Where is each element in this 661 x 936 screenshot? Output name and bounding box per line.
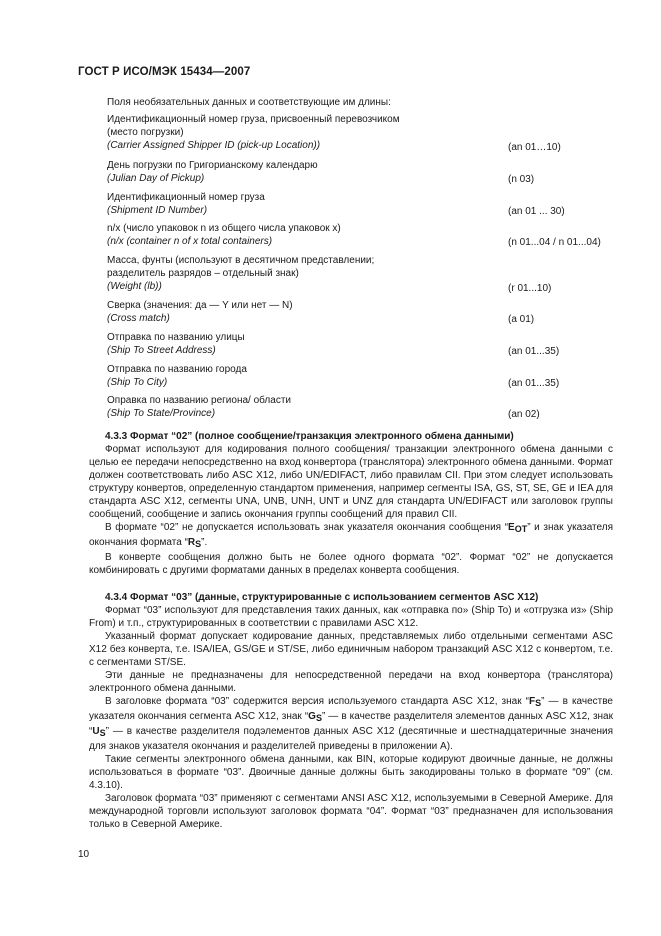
section-heading: 4.3.4 Формат “03” (данные, структурированные с использованием сегментов ASC X12) bbox=[105, 592, 539, 603]
field-item bbox=[107, 363, 247, 389]
paragraph: Такие сегменты электронного обмена данными, как BIN, которые кодируют двоичные данные, не должны использоваться в формате “03”. Двоичные данные должны быть закодированы только в формате “09” (см. 4.3.10). bbox=[89, 754, 613, 791]
field-label: разделитель разрядов – отдельный знак) bbox=[107, 268, 299, 279]
field-english-label: (Julian Day of Pickup) bbox=[107, 173, 205, 184]
field-label: Отправка по названию улицы bbox=[107, 332, 245, 343]
glyph-subscript: S bbox=[195, 539, 202, 549]
field-label: Оправка по названию региона/ области bbox=[107, 395, 291, 406]
glyph-subscript: OT bbox=[514, 524, 528, 534]
field-item bbox=[107, 254, 374, 293]
text-fragment: ” — в качестве разделителя элементов данных ASC X12, знак “ bbox=[89, 711, 613, 737]
text-fragment: В формате “02” не допускается использовать знак указателя окончания сообщения “ bbox=[105, 522, 509, 533]
field-length: (an 02) bbox=[508, 409, 540, 420]
field-length: (n 03) bbox=[508, 174, 535, 185]
field-length: (an 01...35) bbox=[508, 378, 560, 389]
field-length: (an 01…10) bbox=[508, 142, 561, 153]
us-glyph bbox=[92, 726, 105, 737]
eot-glyph bbox=[508, 522, 527, 533]
intro-line: Поля необязательных данных и соответствующие им длины: bbox=[107, 97, 391, 108]
field-item bbox=[107, 191, 265, 217]
field-item bbox=[107, 222, 341, 248]
text-fragment: ” и знак указателя окончания формата “ bbox=[89, 522, 613, 548]
glyph-subscript: S bbox=[315, 713, 322, 723]
glyph-letter: R bbox=[187, 537, 196, 548]
text-fragment: ” — в качестве указателя окончания сегмента ASC X12, знак “ bbox=[89, 696, 613, 722]
glyph-subscript: S bbox=[535, 698, 542, 708]
field-english-label: (Ship To Street Address) bbox=[107, 345, 216, 356]
field-length: (n 01...04 / n 01...04) bbox=[508, 237, 601, 248]
text-fragment: В заголовке формата “03” содержится версия используемого стандарта ASC X12, знак “ bbox=[105, 696, 529, 707]
fs-glyph bbox=[529, 696, 541, 707]
glyph-subscript: S bbox=[99, 728, 106, 738]
field-english-label: (n/x (container n of x total containers) bbox=[107, 236, 273, 247]
paragraph: Заголовок формата “03” применяют с сегментами ANSI ASC X12, используемыми в Северной Америке. Для международной торговли используют заголовок формата “04”. Формат “03” предназначен для использования только в Северной Америке. bbox=[89, 793, 613, 830]
page-number: 10 bbox=[78, 849, 90, 860]
field-label: n/x (число упаковок n из общего числа упаковок x) bbox=[107, 223, 341, 234]
field-label: Отправка по названию города bbox=[107, 364, 247, 375]
field-label: Сверка (значения: да — Y или нет — N) bbox=[107, 300, 293, 311]
field-item bbox=[107, 113, 400, 152]
field-length: (a 01) bbox=[508, 314, 535, 325]
field-english-label: (Cross match) bbox=[107, 313, 170, 324]
field-item bbox=[107, 331, 245, 357]
section-4-3-3 bbox=[89, 430, 613, 577]
document-header: ГОСТ Р ИСО/МЭК 15434—2007 bbox=[78, 66, 251, 78]
paragraph: Указанный формат допускает кодирование данных, представляемых либо отдельными сегментами ASC X12 без конверта, т.е. ISA/IEA, GS/GE и ST/SE, либо единичным набором транзакций ASC X12 с конвертом, т.е. с сегментами ST/SE. bbox=[89, 631, 613, 668]
paragraph: Формат “03” используют для представления таких данных, как «отправка по» (Ship To) и «отгрузка из» (Ship From) и т.п., структурированных в соответствии с правилами ASC X12. bbox=[89, 605, 613, 629]
field-english-label: (Carrier Assigned Shipper ID (pick-up Location)) bbox=[107, 140, 321, 151]
field-item bbox=[107, 159, 318, 185]
paragraph bbox=[89, 695, 613, 753]
text-fragment: ” — в качестве разделителя подэлементов данных ASC X12 (десятичные и шестнадцатеричные значения для знаков указателя окончания и разделителей приведены в приложении А). bbox=[89, 726, 613, 752]
rs-glyph bbox=[188, 537, 201, 548]
paragraph bbox=[89, 521, 613, 551]
field-label: (место погрузки) bbox=[107, 127, 184, 138]
paragraph: В конверте сообщения должно быть не более одного формата “02”. Формат “02” не допускается комбинировать с другими форматами данных в пределах конверта сообщения. bbox=[89, 552, 613, 576]
glyph-letter: U bbox=[92, 726, 100, 737]
section-heading: 4.3.3 Формат “02” (полное сообщение/транзакция электронного обмена данными) bbox=[105, 431, 514, 442]
field-english-label: (Shipment ID Number) bbox=[107, 205, 208, 216]
field-item bbox=[107, 299, 293, 325]
field-label: Идентификационный номер груза, присвоенный перевозчиком bbox=[107, 114, 400, 125]
glyph-letter: E bbox=[508, 522, 515, 533]
field-label: День погрузки по Григорианскому календарю bbox=[107, 160, 318, 171]
paragraph: Формат используют для кодирования полного сообщения/ транзакции электронного обмена данными с целью ее передачи непосредственно на вход конвертора (транслятора) электронного обмена данными. Формат должен соответствовать либо ASC X12, либо UN/EDIFACT, либо правилам CII. При этом следует использовать структуру конвертов, определенную стандартом применения, например сегменты ISA, GS, ST, SE, GE и IEA для стандарта ASC X12, сегменты UNA, UNB, UNH, UNT и UNZ для стандарта UN/EDIFACT или заголовок группы сообщений, сообщение и запись окончания группы сообщений для правил CII. bbox=[89, 444, 613, 520]
field-length: (an 01...35) bbox=[508, 346, 560, 357]
field-label: Идентификационный номер груза bbox=[107, 192, 265, 203]
glyph-letter: G bbox=[308, 711, 316, 722]
field-length: (an 01 ... 30) bbox=[508, 206, 565, 217]
field-english-label: (Weight (lb)) bbox=[107, 281, 162, 292]
glyph-letter: F bbox=[528, 696, 536, 707]
field-english-label: (Ship To City) bbox=[107, 377, 168, 388]
field-item bbox=[107, 394, 291, 420]
field-length: (r 01...10) bbox=[508, 283, 552, 294]
field-english-label: (Ship To State/Province) bbox=[107, 408, 216, 419]
field-label: Масса, фунты (используют в десятичном представлении; bbox=[107, 255, 375, 266]
gs-glyph bbox=[308, 711, 322, 722]
text-fragment: ”. bbox=[201, 537, 208, 548]
section-4-3-4 bbox=[89, 591, 613, 831]
paragraph: Эти данные не предназначены для непосредственной передачи на вход конвертора (транслятора) электронного обмена данными. bbox=[89, 670, 613, 694]
